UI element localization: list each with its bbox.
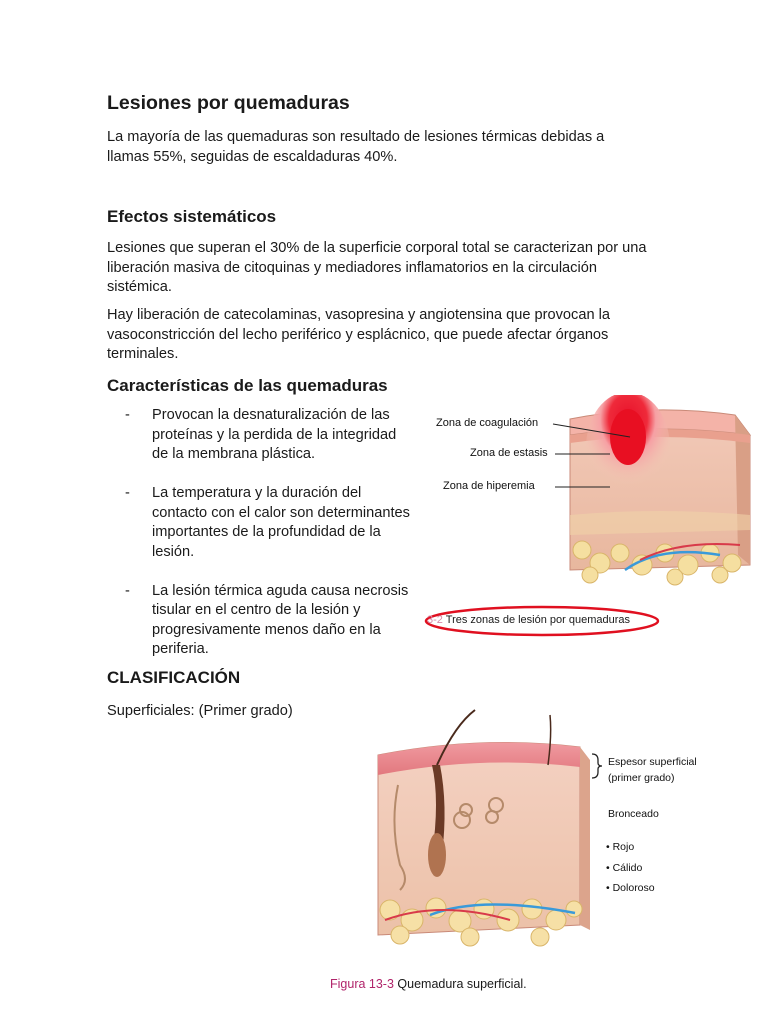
figure2-caption-text: Quemadura superficial.	[393, 977, 527, 991]
symptom-text: Rojo	[612, 841, 635, 853]
list-item	[125, 582, 415, 660]
section-heading-efectos: Efectos sistemáticos	[107, 207, 277, 226]
superficial-burn-illustration	[370, 705, 605, 970]
list-item	[125, 406, 415, 465]
clasificacion-subheading: Superficiales: (Primer grado)	[107, 703, 293, 719]
bullet-dash: -	[125, 582, 130, 599]
symptom-text: Cálido	[612, 862, 643, 874]
figure2-caption-number: Figura 13-3	[330, 977, 394, 991]
figure1-caption-text: Tres zonas de lesión por quemaduras	[445, 614, 631, 626]
label-bronceado: Bronceado	[608, 808, 659, 820]
symptom-text: Doloroso	[612, 882, 655, 894]
section-heading-clasificacion: CLASIFICACIÓN	[107, 668, 241, 687]
list-item-text: La lesión térmica aguda causa necrosis tisular en el centro de la lesión y progresivamente menos daño en la periferia.	[152, 582, 409, 657]
figure1-caption-prefix: 3-2	[427, 614, 443, 626]
symptom-item-rojo: • Rojo	[606, 841, 635, 853]
label-zona-hiperemia: Zona de hiperemia	[443, 480, 535, 492]
list-item-text: Provocan la desnaturalización de las proteínas y la perdida de la integridad de la membrana plástica.	[152, 407, 397, 462]
figure1-caption	[427, 614, 630, 626]
symptom-item-doloroso: • Doloroso	[606, 882, 655, 894]
page-title: Lesiones por quemaduras	[107, 92, 350, 114]
bullet-dash: -	[125, 485, 130, 501]
label-zona-estasis: Zona de estasis	[470, 447, 548, 459]
label-espesor-superficial: Espesor superficial	[608, 756, 697, 768]
efectos-paragraph-1: Lesiones que superan el 30% de la superficie corporal total se caracterizan por una liberación masiva de citoquinas y mediadores inflamatorios en la circulación sistémica.	[107, 240, 647, 295]
label-zona-coagulacion: Zona de coagulación	[436, 417, 539, 429]
label-primer-grado: (primer grado)	[608, 772, 675, 784]
figure2-caption	[330, 977, 527, 991]
symptom-item-calido: • Cálido	[606, 862, 643, 874]
section-heading-caracteristicas: Características de las quemaduras	[107, 376, 388, 395]
list-item	[125, 484, 415, 562]
brace-icon	[590, 752, 604, 780]
intro-paragraph: La mayoría de las quemaduras son resultado de lesiones térmicas debidas a llamas 55%, seguidas de escaldaduras 40%.	[107, 129, 605, 165]
efectos-paragraph-2: Hay liberación de catecolaminas, vasopresina y angiotensina que provocan la vasoconstricción del lecho periférico y esplácnico, que puede afectar órganos terminales.	[107, 307, 610, 362]
caracteristicas-list	[125, 406, 415, 679]
bullet-dash: -	[125, 407, 130, 423]
list-item-text: La temperatura y la duración del contacto con el calor son determinantes importantes de la profundidad de la lesión.	[152, 485, 410, 560]
